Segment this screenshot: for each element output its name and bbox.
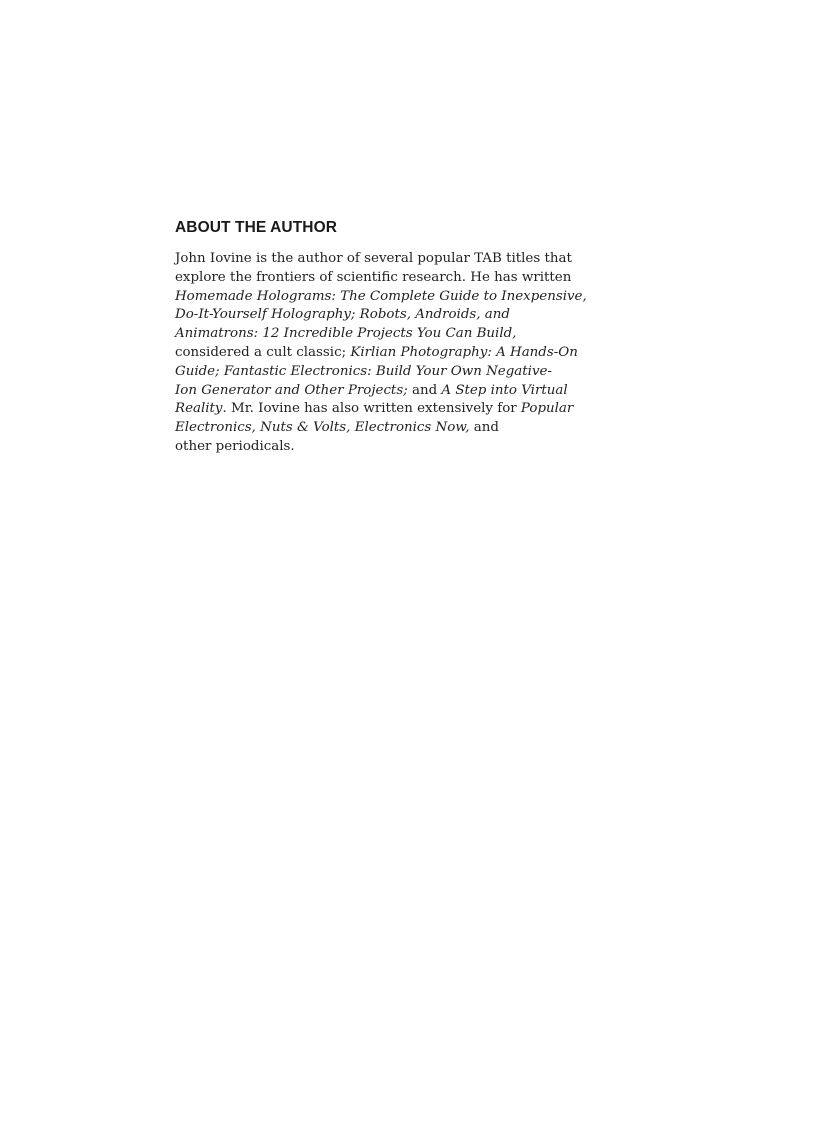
book-title-text: Do-It-Yourself Holography; Robots, Androids, and bbox=[175, 307, 510, 323]
book-title-text: Reality bbox=[175, 401, 223, 417]
book-title-text: Ion Generator and Other Projects; bbox=[175, 382, 408, 398]
book-title-text: Homemade Holograms: The Complete Guide to Inexpensive, bbox=[175, 288, 587, 304]
bio-line bbox=[175, 325, 575, 344]
bio-text: considered a cult classic; bbox=[175, 344, 351, 360]
bio-text: explore the frontiers of scientific research. He has written bbox=[175, 269, 572, 285]
bio-text: . Mr. Iovine has also written extensively for bbox=[222, 401, 521, 417]
bio-line bbox=[175, 288, 587, 307]
bio-text: John Iovine is the author of several popular TAB titles that bbox=[175, 251, 572, 266]
bio-line bbox=[175, 344, 578, 363]
bio-line bbox=[175, 306, 575, 325]
bio-line bbox=[175, 269, 575, 288]
section-heading: ABOUT THE AUTHOR bbox=[175, 219, 338, 236]
about-author-section bbox=[175, 218, 587, 457]
bio-text: other periodicals. bbox=[175, 438, 295, 454]
bio-text: and bbox=[407, 382, 442, 398]
bio-line bbox=[175, 419, 575, 438]
book-title-text: Kirlian Photography: A Hands-On bbox=[350, 344, 578, 360]
book-title-text: Guide; Fantastic Electronics: Build Your Own Negative- bbox=[175, 363, 552, 379]
bio-text: and bbox=[469, 420, 499, 436]
book-title-text: Animatrons: 12 Incredible Projects You Can Build, bbox=[175, 326, 517, 342]
author-bio-paragraph bbox=[175, 250, 587, 457]
bio-line bbox=[175, 363, 575, 382]
bio-line bbox=[175, 382, 575, 401]
book-title-text: A Step into Virtual bbox=[441, 382, 568, 398]
bio-line bbox=[175, 250, 575, 269]
bio-line bbox=[175, 438, 575, 457]
book-title-text: Popular bbox=[520, 401, 574, 417]
book-title-text: Electronics, Nuts & Volts, Electronics Now, bbox=[175, 420, 470, 436]
bio-line bbox=[175, 400, 575, 419]
